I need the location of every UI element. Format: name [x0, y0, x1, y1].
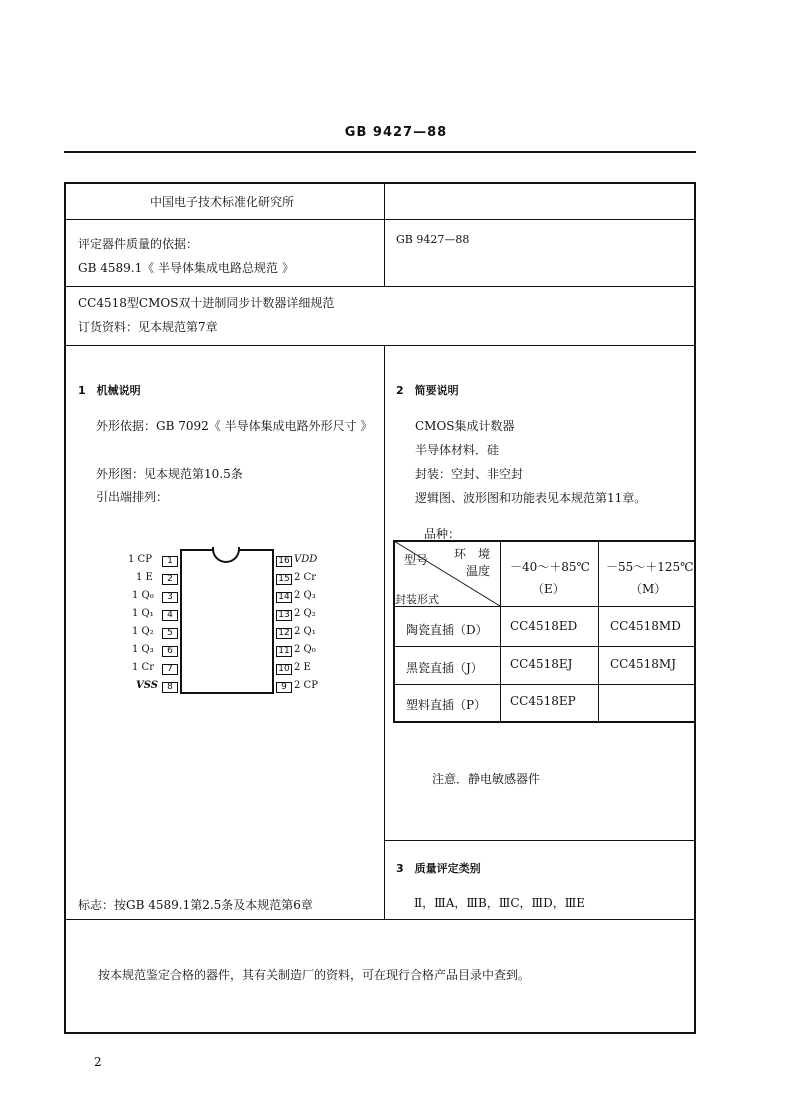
footer-note: 按本规范鉴定合格的器件，其有关制造厂的资料，可在现行合格产品目录中查到。: [98, 968, 531, 982]
pin-right: 15: [276, 574, 292, 585]
pin-left: 2: [162, 574, 178, 585]
pin-label-right: 2 Q₀: [294, 644, 316, 655]
desc-line: 封装：空封、非空封: [415, 467, 524, 481]
row-divider-1: [64, 219, 696, 220]
header-rule: [64, 151, 696, 153]
outline-figure: 外形图：见本规范第10.5条: [96, 467, 243, 481]
table-hdr-temp: 温度: [466, 564, 491, 578]
basis-label: 评定器件质量的依据：: [78, 237, 199, 251]
section3-divider: [384, 840, 696, 841]
pin-label-left: 1 Q₂: [132, 626, 154, 637]
table-temp-m-code: （M）: [630, 582, 667, 596]
pin-label-right: 2 Q₁: [294, 626, 316, 637]
pin-label-left: 1 Q₀: [132, 590, 154, 601]
desc-line: CMOS集成计数器: [415, 419, 515, 433]
pin-label-left: 1 E: [136, 572, 153, 583]
row-divider-3: [64, 345, 696, 346]
pin-right: 12: [276, 628, 292, 639]
table-row-2: [393, 646, 696, 647]
pin-left: 6: [162, 646, 178, 657]
table-pkg: 陶瓷直插（D）: [406, 623, 488, 637]
basis-right: GB 9427—88: [396, 233, 470, 246]
pin-left: 8: [162, 682, 178, 693]
pin-label-right: 2 CP: [294, 680, 318, 691]
row-divider-4: [64, 919, 696, 920]
pin-label-right: 2 Q₂: [294, 608, 316, 619]
pin-right: 9: [276, 682, 292, 693]
pin-left: 4: [162, 610, 178, 621]
pin-right: 14: [276, 592, 292, 603]
table-part-m: CC4518MD: [610, 619, 681, 633]
order-info: 订货资料：见本规范第7章: [78, 320, 218, 334]
pin-left: 1: [162, 556, 178, 567]
section2-heading: 2 简要说明: [396, 384, 459, 397]
table-col-2: [598, 540, 599, 723]
pin-label-left: 1 Q₁: [132, 608, 154, 619]
pin-left: 7: [162, 664, 178, 675]
table-part-m: CC4518MJ: [610, 657, 676, 671]
pin-right: 10: [276, 664, 292, 675]
standard-header: GB 9427—88: [344, 125, 448, 140]
quality-categories: Ⅱ，ⅢA，ⅢB，ⅢC，ⅢD，ⅢE: [414, 896, 586, 910]
table-temp-e-code: （E）: [532, 582, 565, 596]
chip-body: [180, 549, 274, 694]
table-row-3: [393, 684, 696, 685]
esd-note: 注意．静电敏感器件: [432, 772, 541, 786]
col-divider-top: [384, 182, 385, 286]
pin-label-left: 1 Cr: [132, 662, 154, 673]
table-pkg: 塑料直插（P）: [406, 698, 487, 712]
table-temp-e: －40～＋85℃: [510, 560, 590, 574]
desc-line: 逻辑图、波形图和功能表见本规范第11章。: [415, 491, 647, 505]
pin-label-right: 2 Q₃: [294, 590, 316, 601]
desc-line: 半导体材料．硅: [415, 443, 500, 457]
section3-heading: 3 质量评定类别: [396, 862, 481, 875]
pin-label-left: 1 CP: [128, 554, 152, 565]
pin-label-right: 2 Cr: [294, 572, 316, 583]
table-pkg: 黑瓷直插（J）: [406, 661, 483, 675]
table-hdr-env: 环 境: [454, 547, 491, 561]
variety-label: 品种：: [424, 527, 461, 541]
pin-label-left: 1 Q₃: [132, 644, 154, 655]
pin-right: 13: [276, 610, 292, 621]
basis-value: GB 4589.1《 半导体集成电路总规范 》: [78, 261, 294, 275]
table-part-e: CC4518EP: [510, 694, 576, 708]
table-hdr-type: 型号: [404, 553, 429, 567]
pin-arrangement-label: 引出端排列：: [96, 490, 169, 504]
outline-basis: 外形依据：GB 7092《 半导体集成电路外形尺寸 》: [96, 419, 373, 433]
pin-left: 3: [162, 592, 178, 603]
pin-label-left: VSS: [136, 680, 158, 691]
pin-label-right: VDD: [294, 554, 318, 565]
pin-label-right: 2 E: [294, 662, 311, 673]
pin-right: 16: [276, 556, 292, 567]
page-number: 2: [94, 1055, 102, 1069]
marking: 标志：按GB 4589.1第2.5条及本规范第6章: [78, 898, 313, 912]
pin-left: 5: [162, 628, 178, 639]
table-part-e: CC4518ED: [510, 619, 578, 633]
row-divider-2: [64, 286, 696, 287]
institute-name: 中国电子技术标准化研究所: [150, 195, 295, 209]
spec-title: CC4518型CMOS双十进制同步计数器详细规范: [78, 296, 335, 310]
table-hdr-pkg: 封装形式: [395, 593, 439, 606]
table-temp-m: －55～＋125℃: [606, 560, 694, 574]
col-divider-main: [384, 345, 385, 919]
pin-right: 11: [276, 646, 292, 657]
table-part-e: CC4518EJ: [510, 657, 573, 671]
section1-heading: 1 机械说明: [78, 384, 141, 397]
